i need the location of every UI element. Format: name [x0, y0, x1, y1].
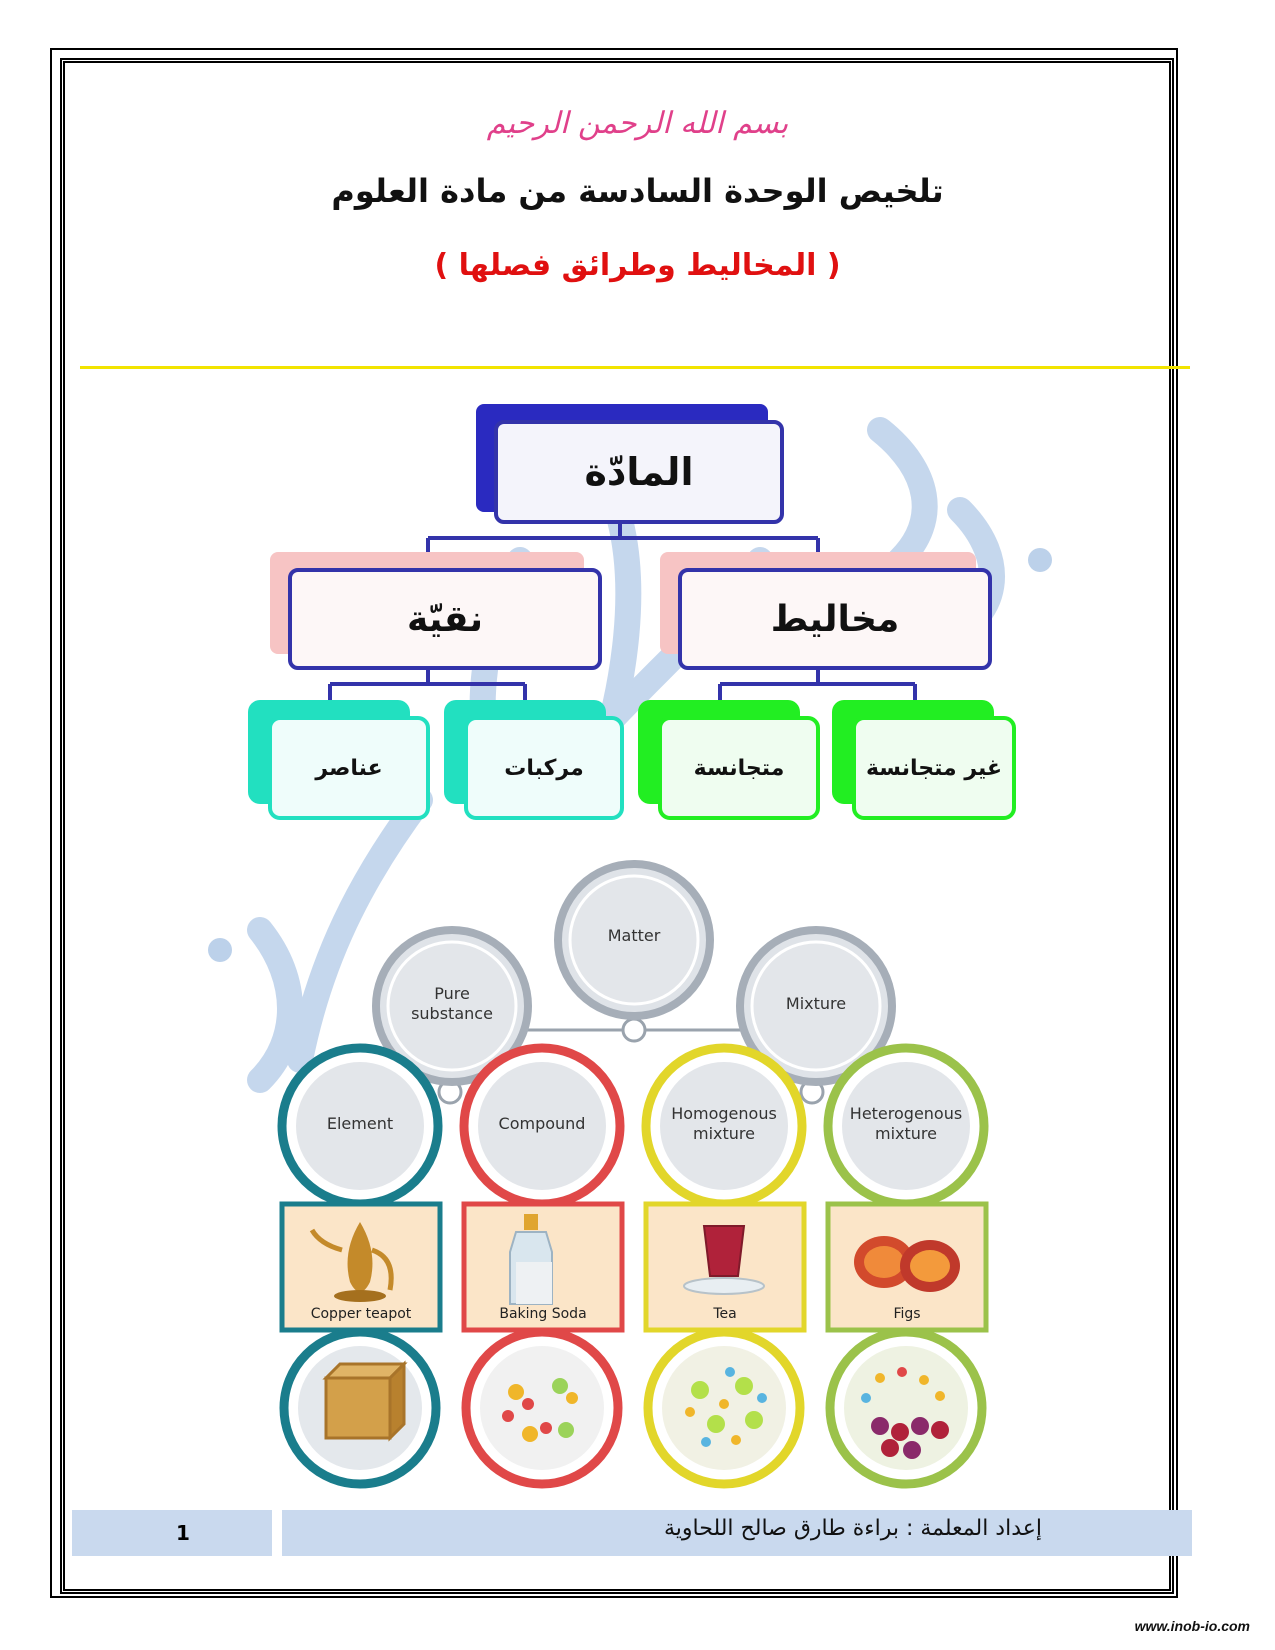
footer-page-cell	[72, 1510, 272, 1556]
leaf-label-homogeneous: متجانسة	[693, 755, 785, 781]
example-label-tea: Tea	[713, 1306, 737, 1322]
site-url: www.inob-io.com	[1134, 1618, 1250, 1634]
particles-homogenous	[648, 1332, 800, 1484]
node-label-heterogenous: Heterogenous mixture	[849, 1104, 963, 1143]
particles-compound	[466, 1332, 618, 1484]
example-label-figs: Figs	[893, 1306, 921, 1322]
leaf-label-heterogeneous: غير متجانسة	[865, 755, 1003, 781]
concept-root-label: المادّة	[584, 450, 694, 494]
branch-label-pure: نقيّة	[407, 598, 483, 640]
node-label-mixture: Mixture	[785, 994, 847, 1013]
leaf-label-compounds: مركبات	[504, 755, 584, 781]
node-label-pure-substance: Pure substance	[411, 984, 493, 1023]
branch-label-mixtures: مخاليط	[770, 598, 900, 640]
example-label-copper-teapot: Copper teapot	[310, 1306, 412, 1322]
page-subtitle: ( المخاليط وطرائق فصلها )	[434, 248, 841, 283]
leaf-label-elements: عناصر	[315, 755, 383, 781]
footer-author: إعداد المعلمة : براءة طارق صالح اللحاوية	[664, 1516, 1042, 1541]
page-title: تلخيص الوحدة السادسة من مادة العلوم	[331, 172, 944, 210]
example-label-baking-soda: Baking Soda	[499, 1306, 587, 1322]
node-label-homogenous: Homogenous mixture	[671, 1104, 777, 1143]
bismillah-text: بسم الله الرحمن الرحيم	[486, 106, 789, 141]
particles-element	[284, 1332, 436, 1484]
node-label-compound: Compound	[498, 1114, 586, 1133]
node-label-element: Element	[326, 1114, 394, 1133]
node-label-matter: Matter	[607, 926, 661, 945]
page-number: 1	[176, 1521, 190, 1545]
particles-heterogenous	[830, 1332, 982, 1484]
